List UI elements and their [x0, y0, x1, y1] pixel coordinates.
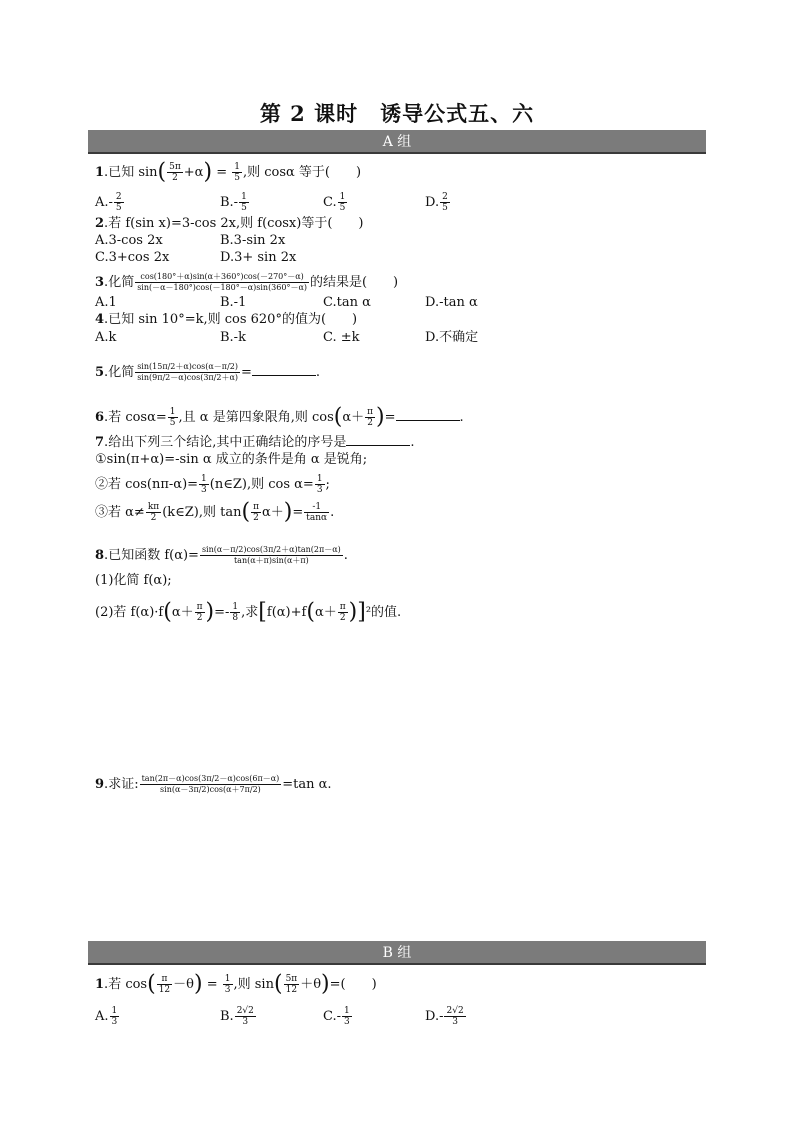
answer-blank	[252, 363, 316, 376]
question-6: 6.若 cosα= $\frac{1}{5}$ ,且 α 是第四象限角,则 cos(α＋ $\frac{\pi}{2}$ )= .	[95, 404, 464, 430]
b1-option-c: C.- $\frac{1}{3}$	[323, 1006, 350, 1027]
q1-option-a: A.- $\frac{2}{5}$	[95, 192, 122, 213]
section-a-header: A 组	[88, 130, 706, 154]
question-b1: 1.若 cos( $\frac{\pi}{12}$ －θ) = $\frac{1}{3}$ ,则 sin( $\frac{5\pi}{12}$ ＋θ)=( )	[95, 971, 377, 997]
q3-option-a: A.1	[95, 295, 117, 310]
question-3: 3.化简 $\frac{\cos(180^\circ+\alpha)\sin(\alpha+360^\circ)\cos(-270^\circ-\alpha)}{\sin(-\alpha-180^\circ)\cos(-180^\circ-\alpha)\sin(360^\circ-\alpha)}$ 的结果是( )	[95, 272, 399, 292]
q4-option-d: D.不确定	[425, 330, 479, 345]
q7-item-1: ①sin(π+α)=-sin α 成立的条件是角 α 是锐角;	[95, 452, 368, 467]
q2-option-b: B.3-sin 2x	[220, 233, 286, 248]
question-1: 1.已知 sin( $\frac{5\pi}{2}$ +α) = $\frac{1}{5}$ ,则 cosα 等于( )	[95, 159, 362, 185]
question-8: 8.已知函数 f(α)= $\frac{\sin(\alpha-\pi/2)\cos(3\pi/2+\alpha)\tan(2\pi-\alpha)}{\tan(\alpha+\pi)\sin(\alpha+\pi)}$ .	[95, 545, 348, 565]
q8-part-2: (2)若 f(α)·f(α＋ $\frac{\pi}{2}$ )=- $\frac{1}{8}$ ,求[f(α)+f(α＋ $\frac{\pi}{2}$ )]²的值.	[95, 599, 402, 625]
answer-blank	[346, 433, 410, 446]
section-b-header: B 组	[88, 941, 706, 965]
q1-option-b: B.- $\frac{1}{5}$	[220, 192, 247, 213]
q7-item-3: ③若 α≠ $\frac{k\pi}{2}$ (k∈Z),则 tan( $\frac{\pi}{2}$ α＋)= $\frac{-1}{\tan\alpha}$ .	[95, 499, 335, 525]
q8-part-1: (1)化简 f(α);	[95, 573, 172, 588]
question-2: 2.若 f(sin x)=3-cos 2x,则 f(cosx)等于( )	[95, 216, 364, 231]
q4-option-a: A.k	[95, 330, 117, 345]
q3-option-c: C.tan α	[323, 295, 371, 310]
question-5: 5.化简 $\frac{\sin(15\pi/2+\alpha)\cos(\alpha-\pi/2)}{\sin(9\pi/2-\alpha)\cos(3\pi/2+\alpha)}$ = .	[95, 362, 321, 382]
b1-option-b: B. $\frac{2√2}{3}$	[220, 1006, 254, 1027]
q4-option-c: C. ±k	[323, 330, 360, 345]
q3-option-d: D.-tan α	[425, 295, 478, 310]
q7-item-2: ②若 cos(nπ-α)= $\frac{1}{3}$ (n∈Z),则 cos α= $\frac{1}{3}$ ;	[95, 474, 330, 495]
q2-option-c: C.3+cos 2x	[95, 250, 170, 265]
q4-option-b: B.-k	[220, 330, 246, 345]
question-9: 9.求证: $\frac{\tan(2\pi-\alpha)\cos(3\pi/2-\alpha)\cos(6\pi-\alpha)}{\sin(\alpha-3\pi/2)\cos(\alpha+7\pi/2)}$ =tan α.	[95, 774, 332, 794]
q2-option-d: D.3+ sin 2x	[220, 250, 297, 265]
page-title: 第 2 课时 诱导公式五、六	[259, 101, 535, 126]
question-7: 7.给出下列三个结论,其中正确结论的序号是 .	[95, 435, 415, 450]
q2-option-a: A.3-cos 2x	[95, 233, 163, 248]
b1-option-d: D.- $\frac{2√2}{3}$	[425, 1006, 464, 1027]
q1-option-c: C. $\frac{1}{5}$	[323, 192, 346, 213]
q3-option-b: B.-1	[220, 295, 247, 310]
answer-blank	[396, 408, 460, 421]
b1-option-a: A. $\frac{1}{3}$	[95, 1006, 118, 1027]
question-4: 4.已知 sin 10°=k,则 cos 620°的值为( )	[95, 312, 358, 327]
q1-option-d: D. $\frac{2}{5}$	[425, 192, 448, 213]
